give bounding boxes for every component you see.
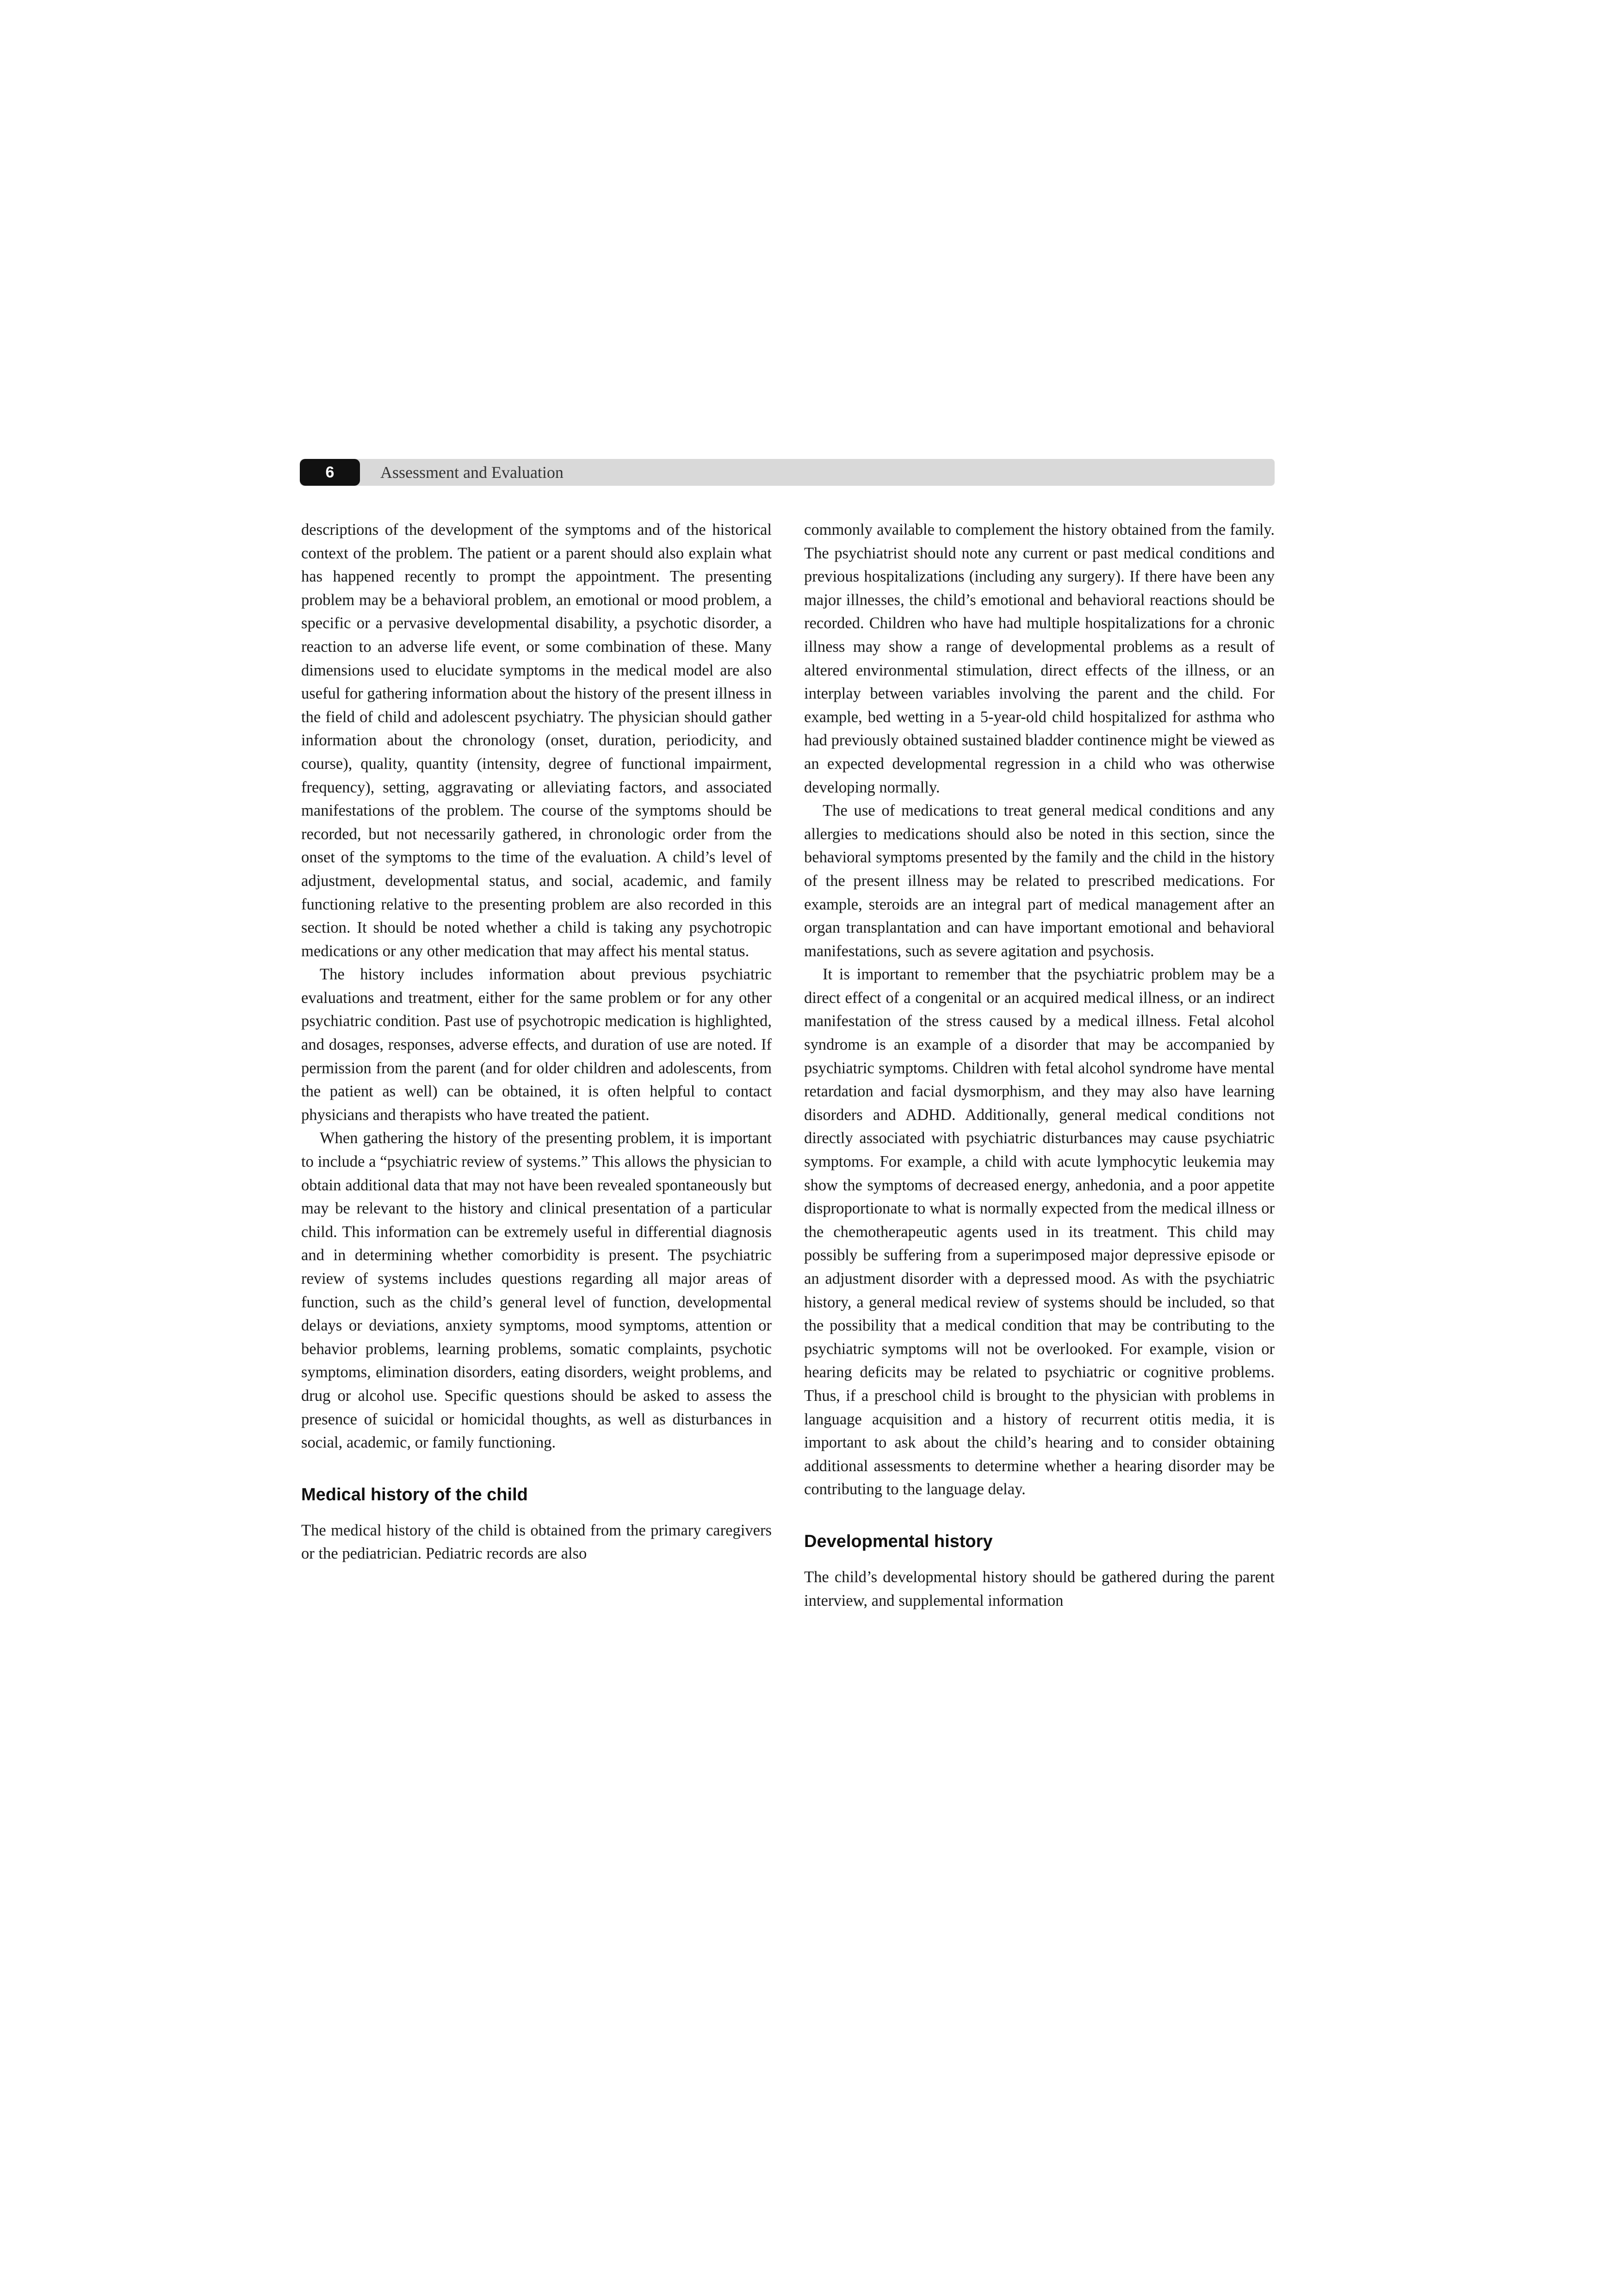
- page-number: 6: [300, 459, 360, 486]
- paragraph: It is important to remember that the psychiatric problem may be a direct effect of a congenital or an acquired medical illness, or an indirect manifestation of the stress caused by a medical illness. Fetal alcohol syndrome is an example of a disorder that may be accompanied by psychiatric symptoms. Children with fetal alcohol syndrome have mental retardation and facial dysmorphism, and they may also have learning disorders and ADHD. Additionally, general medical conditions not directly associated with psychiatric disturbances may cause psychiatric symptoms. For example, a child with acute lymphocytic leukemia may show the symptoms of decreased energy, anhedonia, and a poor appetite disproportionate to what is normally expected from the medical illness or the chemotherapeutic agents used in its treatment. This child may possibly be suffering from a superimposed major depressive episode or an adjustment disorder with a depressed mood. As with the psychiatric history, a general medical review of systems should be included, so that the possibility that a medical condition that may be contributing to the psychiatric symptoms will not be overlooked. For example, vision or hearing deficits may be related to psychiatric or cognitive problems. Thus, if a preschool child is brought to the physician with problems in language acquisition and a history of recurrent otitis media, it is important to ask about the child’s hearing and to consider obtaining additional assessments to determine whether a hearing disorder may be contributing to the language delay.: [804, 965, 1275, 1498]
- paragraph: The use of medications to treat general medical conditions and any allergies to medications should also be noted in this section, since the behavioral symptoms presented by the family and the child in the history of the present illness may be related to prescribed medications. For example, steroids are an integral part of medical management after an organ transplantation and can have important emotional and behavioral manifestations, such as severe agitation and psychosis.: [804, 802, 1275, 960]
- running-title: Assessment and Evaluation: [380, 463, 564, 482]
- paragraph: When gathering the history of the presenting problem, it is important to include a “psychiatric review of systems.” This allows the physician to obtain additional data that may not have been revealed spontaneously but may be relevant to the history and clinical presentation of a particular child. This information can be extremely useful in differential diagnosis and in determining whether comorbidity is present. The psychiatric review of systems includes questions regarding all major areas of function, such as the child’s general level of function, developmental delays or deviations, anxiety symptoms, mood symptoms, attention or behavior problems, learning problems, somatic complaints, psychotic symptoms, elimination disorders, eating disorders, weight problems, and drug or alcohol use. Specific questions should be asked to assess the presence of suicidal or homicidal thoughts, as well as disturbances in social, academic, or family functioning.: [301, 1129, 772, 1452]
- paragraph: The history includes information about previous psychiatric evaluations and treatment, either for the same problem or for any other psychiatric condition. Past use of psychotropic medication is highlighted, and dosages, responses, adverse effects, and duration of use are noted. If permission from the parent (and for older children and adolescents, from the patient as well) can be obtained, it is often helpful to contact physicians and therapists who have treated the patient.: [301, 965, 772, 1124]
- right-column: [804, 518, 1275, 1612]
- paragraph: The child’s developmental history should be gathered during the parent interview, and supplemental information: [804, 1568, 1275, 1609]
- paragraph: The medical history of the child is obtained from the primary caregivers or the pediatrician. Pediatric records are also: [301, 1521, 772, 1563]
- section-heading-developmental-history: Developmental history: [804, 1531, 993, 1551]
- paragraph: commonly available to complement the history obtained from the family. The psychiatrist should note any current or past medical conditions and previous hospitalizations (including any surgery). If there have been any major illnesses, the child’s emotional and behavioral reactions should be recorded. Children who have had multiple hospitalizations for a chronic illness may show a range of developmental problems as a result of altered environmental stimulation, direct effects of the illness, or an interplay between variables involving the parent and the child. For example, bed wetting in a 5-year-old child hospitalized for asthma who had previously obtained sustained bladder continence might be viewed as an expected developmental regression in a child who was otherwise developing normally.: [804, 521, 1275, 796]
- paragraph: descriptions of the development of the symptoms and of the historical context of the problem. The patient or a parent should also explain what has happened recently to prompt the appointment. The presenting problem may be a behavioral problem, an emotional or mood problem, a specific or a pervasive developmental disability, a psychotic disorder, a reaction to an adverse life event, or some combination of these. Many dimensions used to elucidate symptoms in the medical model are also useful for gathering information about the history of the present illness in the field of child and adolescent psychiatry. The physician should gather information about the chronology (onset, duration, periodicity, and course), quality, quantity (intensity, degree of functional impairment, frequency), setting, aggravating or alleviating factors, and associated manifestations of the problem. The course of the symptoms should be recorded, but not necessarily gathered, in chronologic order from the onset of the symptoms to the time of the evaluation. A child’s level of adjustment, developmental status, and social, academic, and family functioning relative to the presenting problem are also recorded in this section. It should be noted whether a child is taking any psychotropic medications or any other medication that may affect his mental status.: [301, 521, 772, 960]
- section-heading-medical-history: Medical history of the child: [301, 1485, 528, 1504]
- left-column: [301, 518, 772, 1566]
